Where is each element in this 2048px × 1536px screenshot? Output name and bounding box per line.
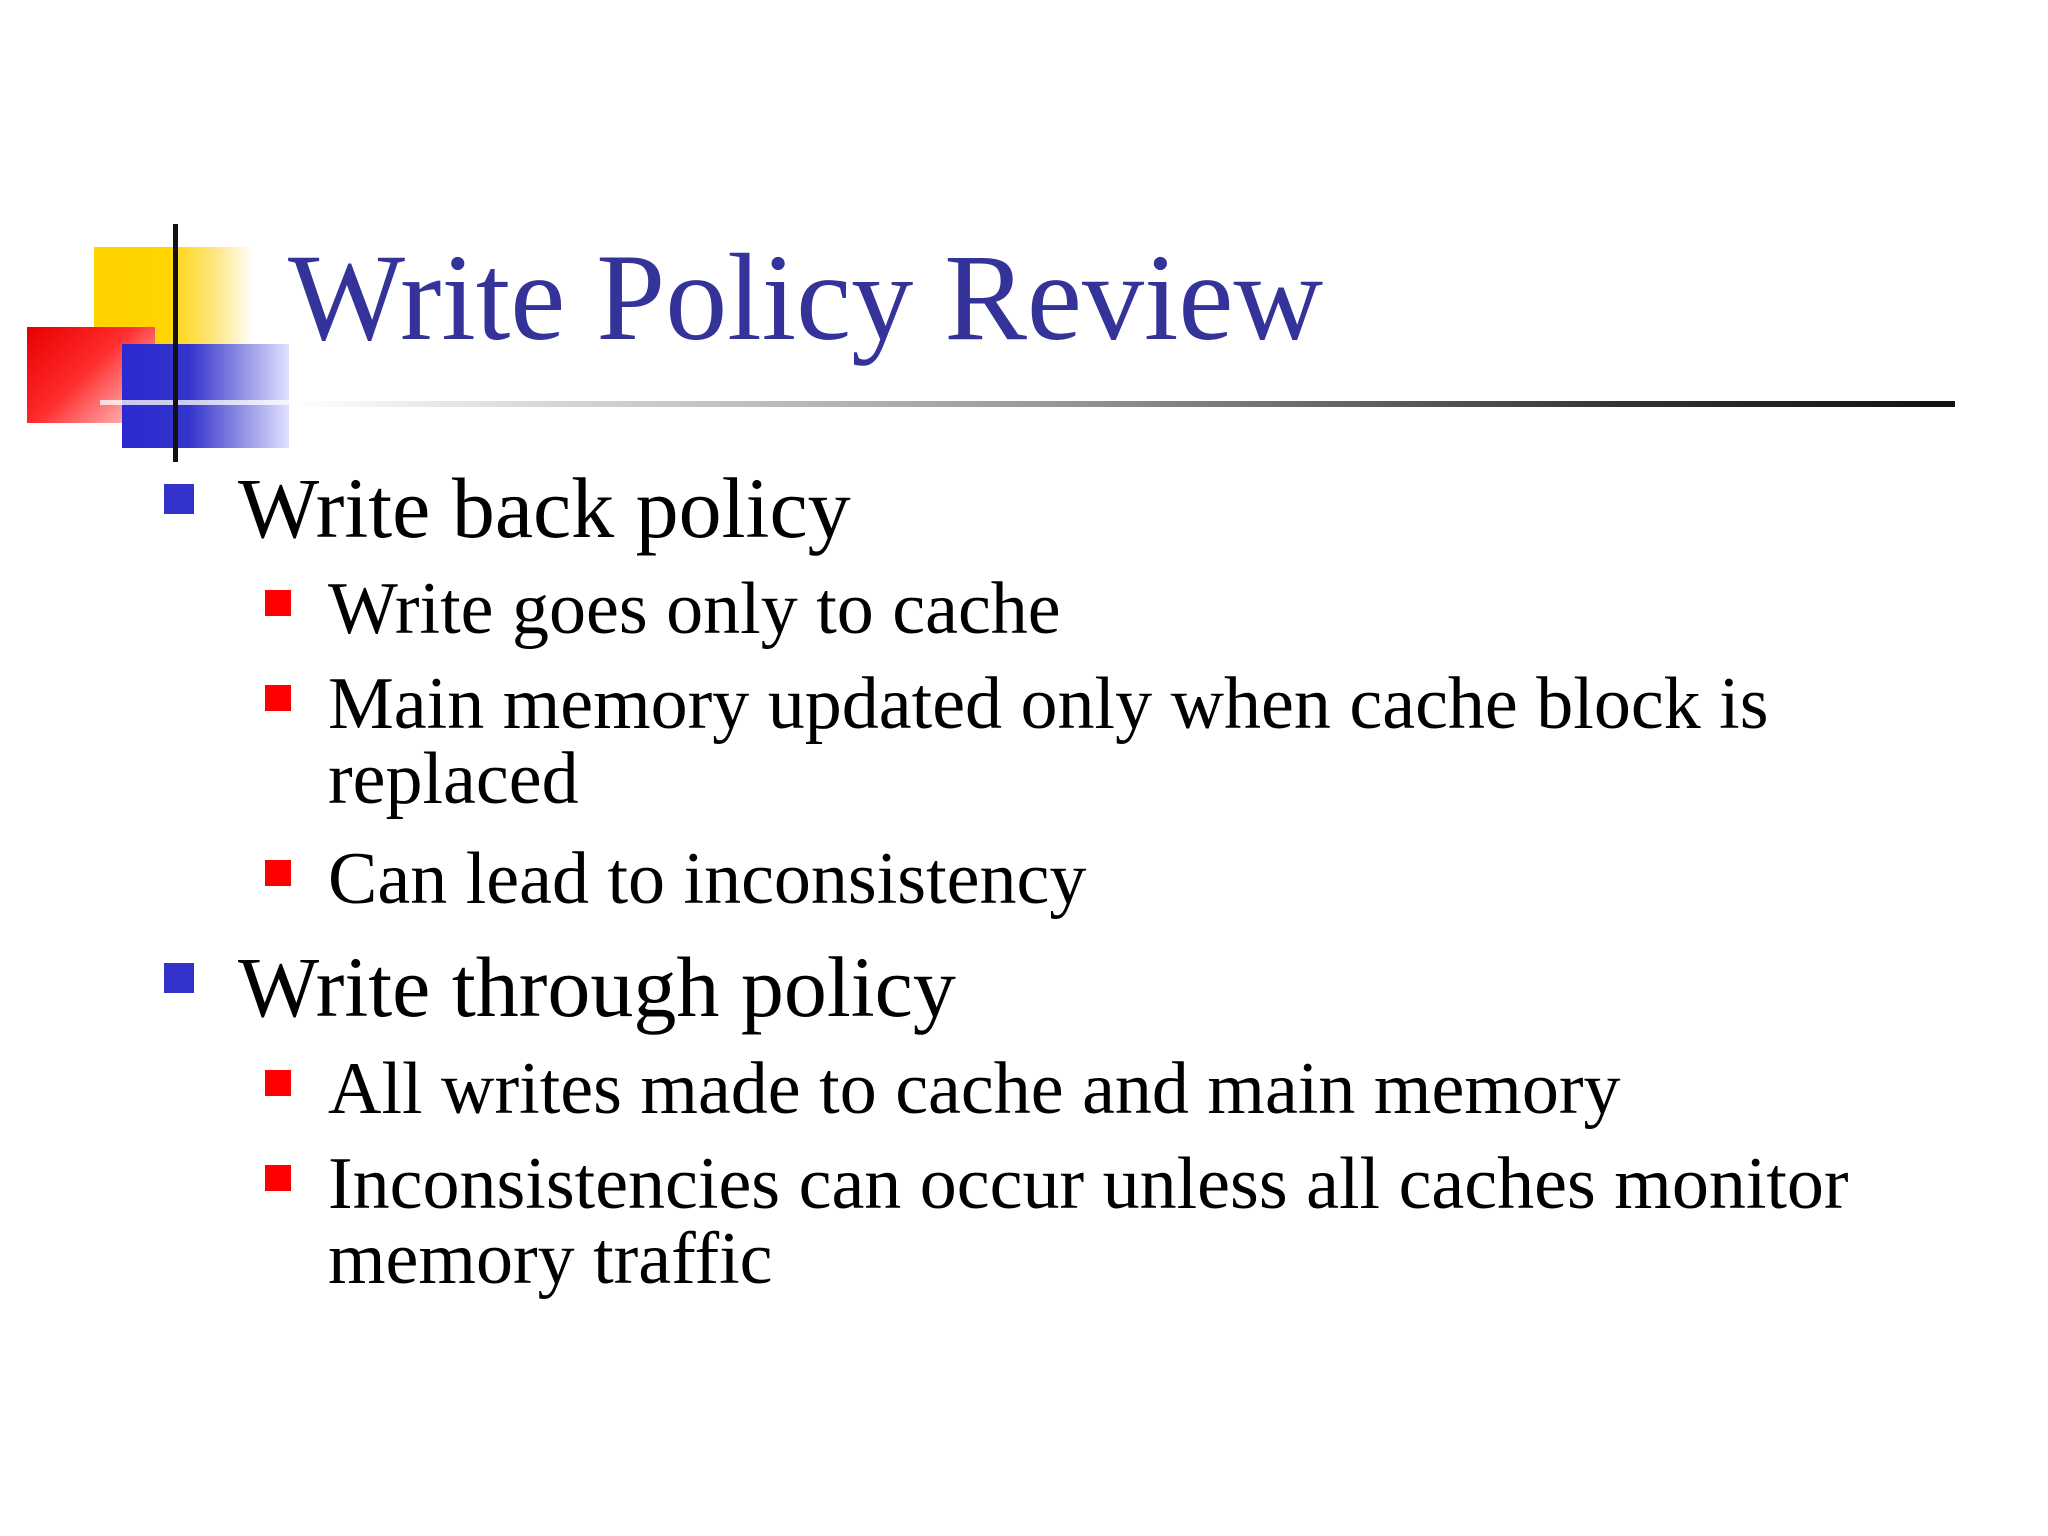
sub-bullet-square-icon: [265, 590, 291, 616]
bullet-square-icon: [164, 963, 194, 993]
bullet-write-through: Write through policy: [238, 939, 956, 1035]
sub-bullet-text-continued: memory traffic: [328, 1218, 773, 1300]
sub-bullet-text: Inconsistencies can occur unless all caches monitor: [328, 1143, 1849, 1225]
sub-bullet-text: Can lead to inconsistency: [328, 838, 1087, 920]
sub-bullet-square-icon: [265, 685, 291, 711]
sub-bullet-square-icon: [265, 860, 291, 886]
sub-bullet-square-icon: [265, 1165, 291, 1191]
sub-bullet-text: All writes made to cache and main memory: [328, 1048, 1621, 1130]
bullet-square-icon: [164, 484, 194, 514]
bullet-write-back: Write back policy: [238, 460, 851, 556]
sub-bullet-text-continued: replaced: [328, 738, 579, 820]
sub-bullet-text: Write goes only to cache: [328, 568, 1061, 650]
sub-bullet-square-icon: [265, 1070, 291, 1096]
slide-title: Write Policy Review: [288, 229, 1323, 366]
sub-bullet-text: Main memory updated only when cache block is: [328, 663, 1769, 745]
